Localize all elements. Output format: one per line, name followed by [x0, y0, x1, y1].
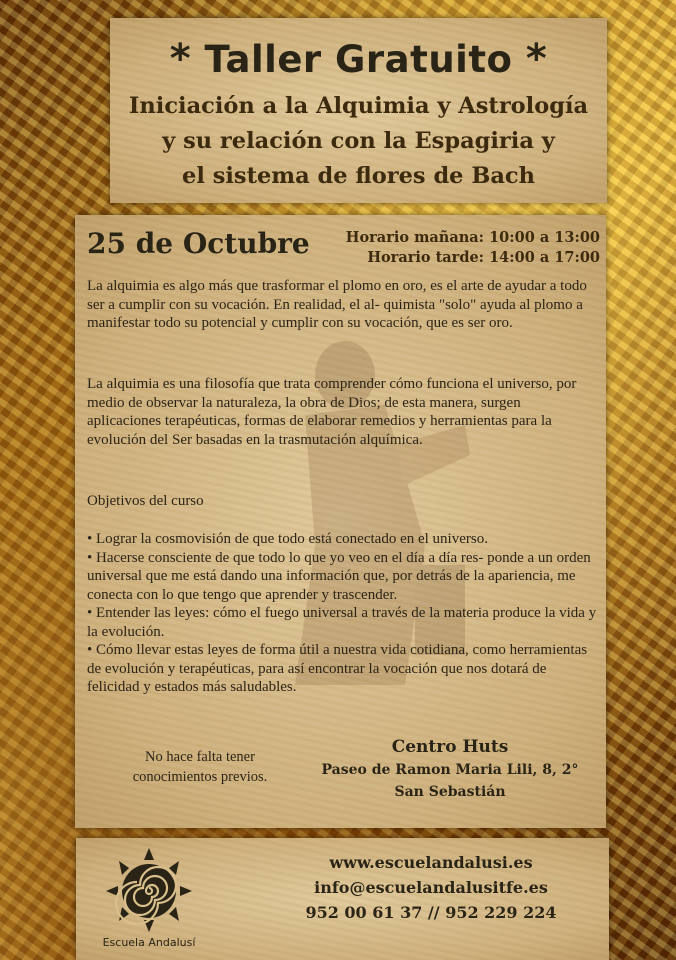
contact-block: [276, 850, 586, 925]
list-item: • Lograr la cosmovisión de que todo está conectado en el universo.: [87, 531, 488, 547]
subtitle-line-2: y su relación con la Espagiria y: [162, 128, 555, 154]
title-text: Taller Gratuito: [204, 38, 513, 81]
list-item: • Entender las leyes: cómo el fuego universal a través de la materia produce la vida y la evolución.: [87, 605, 597, 640]
horario-manana: Horario mañana: 10:00 a 13:00: [345, 229, 600, 246]
footer-panel: [76, 838, 609, 960]
venue-block: [320, 735, 580, 803]
star-left-icon: *: [169, 36, 192, 82]
list-item: • Cómo llevar estas leyes de forma útil a nuestra vida cotidiana, como herramientas de evolución y terapéuticas, para así encontrar la vocación que nos dotará de felicidad y estados más saludables.: [87, 642, 588, 695]
page-title: [110, 36, 607, 82]
body-paragraph-2: [87, 375, 597, 449]
horario-tarde: Horario tarde: 14:00 a 17:00: [367, 249, 600, 266]
subtitle-line-3: el sistema de flores de Bach: [182, 163, 535, 189]
paragraph-1-text: La alquimia es algo más que trasformar el plomo en oro, es el arte de ayudar a todo ser a cumplir con su vocación. En realidad, el al- quimista "solo" ayuda al plomo a manifestar todo su potencial y cumplir con su vocación, que es ser oro.: [87, 278, 587, 331]
note-line-1: No hace falta tener: [145, 749, 255, 765]
venue-city: San Sebastián: [394, 784, 506, 800]
logo-label: Escuela Andalusí: [102, 936, 196, 949]
objectives-list: [87, 530, 597, 697]
sun-spiral-icon: [94, 846, 204, 936]
star-right-icon: *: [525, 36, 548, 82]
phone-numbers: 952 00 61 37 // 952 229 224: [305, 903, 557, 922]
prerequisites-note: [105, 747, 295, 787]
venue-name: Centro Huts: [391, 737, 509, 757]
main-panel: [75, 215, 606, 828]
objectives-heading: Objetivos del curso: [87, 493, 204, 509]
venue-address: Paseo de Ramon Maria Lili, 8, 2°: [321, 762, 579, 778]
website-link[interactable]: www.escuelandalusi.es: [329, 853, 533, 872]
subtitle-line-1: Iniciación a la Alquimia y Astrología: [128, 93, 589, 119]
email-link[interactable]: info@escuelandalusitfe.es: [314, 878, 548, 897]
escuela-logo: [94, 846, 204, 958]
event-date: 25 de Octubre: [87, 227, 310, 260]
note-line-2: conocimientos previos.: [132, 769, 268, 785]
title-panel: [110, 18, 607, 203]
paragraph-2-text: La alquimia es una filosofía que trata comprender cómo funciona el universo, por medio de observar la naturaleza, la obra de Dios; de esta manera, surgen aplicaciones terapéuticas, formas de elaborar remedios y herramientas para la evolución del Ser basadas en la trasmutación alquímica.: [87, 376, 577, 448]
list-item: • Hacerse consciente de que todo lo que yo veo en el día a día res- ponde a un orden universal que me está dando una información que, por detrás de la apariencia, me conecta con lo que tengo que aprender y trascender.: [87, 549, 591, 603]
body-paragraph-1: [87, 277, 597, 333]
